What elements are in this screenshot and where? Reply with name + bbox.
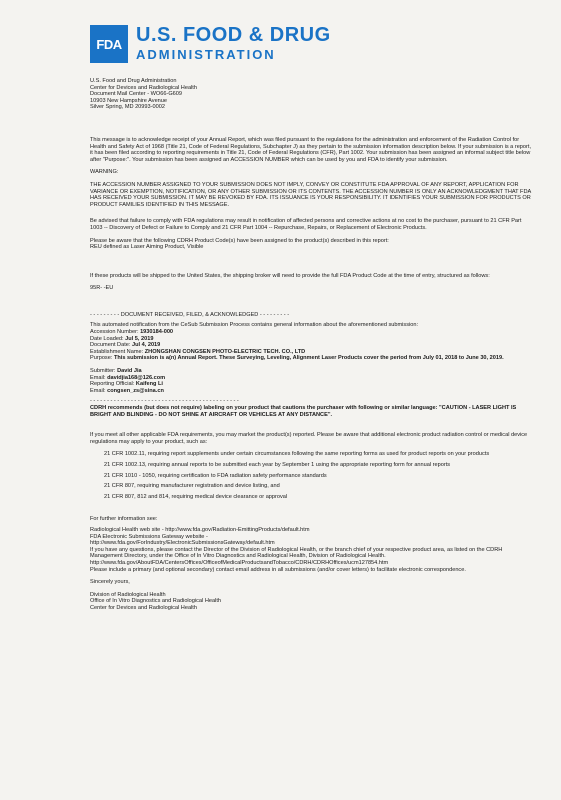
shipping-paragraph: If these products will be shipped to the United States, the shipping broker will need to provide the full FDA Product Code at the time of entry, structured as follows: xyxy=(90,272,490,279)
address-line: Document Mail Center - WO66-G609 xyxy=(90,91,183,98)
address-line: 10903 New Hampshire Avenue xyxy=(90,97,168,104)
field-purpose xyxy=(90,355,531,362)
further-info-label: For further information see: xyxy=(90,516,158,523)
fda-logo: FDA xyxy=(90,25,128,63)
contact-row xyxy=(90,368,531,375)
link-radiological-health: Radiological Health web site - http://www.fda.gov/Radiation-EmittingProducts/default.htm xyxy=(90,526,310,533)
signature-line: Office of In Vitro Diagnostics and Radiological Health xyxy=(90,598,222,605)
directory-url: http://www.fda.gov/AboutFDA/CentersOffices/OfficeofMedicalProductsandTobacco/CDRH/CDRHOffices/ucm127854.htm xyxy=(90,559,389,566)
address-line: Center for Devices and Radiological Health xyxy=(90,84,197,91)
contact-row xyxy=(90,381,531,388)
field-accession xyxy=(90,329,531,336)
questions-paragraph: If you have any questions, please contact the Director of the Division of Radiological Health, or the branch chief of your respective product area, as listed on the CDRH Management Directory, under the Office of In Vitro Diagnostics and Radiological Health, Division of Radiological Health. xyxy=(90,546,503,560)
field-establishment xyxy=(90,349,531,356)
field-value: This submission is a(n) Annual Report. These Surveying, Leveling, Alignment Laser Products cover the period from July 01, 2018 to June 30, 2019. xyxy=(113,355,504,362)
cfr-item: 21 CFR 1002.13, requiring annual reports to be submitted each year by September 1 using the appropriate reporting form for annual reports xyxy=(104,461,451,468)
address-line: Silver Spring, MD 20993-0002 xyxy=(90,104,165,111)
contact-value: davidjia168@126.com xyxy=(107,374,166,381)
contact-label: Submitter: xyxy=(90,368,116,375)
auto-notice: This automated notification from the CeSub Submission Process contains general information about the aforementioned submission: xyxy=(90,322,419,329)
field-value: Jul 5, 2019 xyxy=(125,335,154,342)
link-esg-url: http://www.fda.gov/ForIndustry/ElectronicSubmissionsGateway/default.htm xyxy=(90,540,275,547)
field-label: Purpose: xyxy=(90,355,113,362)
agency-name xyxy=(136,25,331,63)
product-code-format: 95R- -EU xyxy=(90,285,114,292)
contact-row xyxy=(90,375,531,382)
contact-label: Email: xyxy=(90,374,106,381)
divider: - - - - - - - - - - - - - - - - - - - - - - - - - - - - - - - - - - - - - - - - - - - - xyxy=(90,398,239,405)
cfr-item: 21 CFR 807, requiring manufacturer registration and device listing, and xyxy=(104,483,280,490)
closing: Sincerely yours, xyxy=(90,579,130,586)
field-value: ZHONGSHAN CONGSEN PHOTO-ELECTRIC TECH. CO., LTD xyxy=(144,348,306,355)
field-value: 1930184-000 xyxy=(140,329,174,336)
cfr-list xyxy=(104,451,531,500)
other-requirements: If you meet all other applicable FDA requirements, you may market the product(s) reported. Please be aware that additional electronic product radiation control or medical device regulations may apply to your product, such as: xyxy=(90,432,528,445)
mailing-address xyxy=(90,78,531,111)
contact-fields xyxy=(90,368,531,394)
signature-line: Center for Devices and Radiological Health xyxy=(90,604,197,611)
contact-row xyxy=(90,388,531,395)
field-value: Jul 4, 2019 xyxy=(131,342,161,349)
cfr-item: 21 CFR 1010 - 1050, requiring certification to FDA radiation safety performance standards xyxy=(104,472,327,479)
cfr-item: 21 CFR 807, 812 and 814, requiring medical device clearance or approval xyxy=(104,493,288,500)
contact-label: Email: xyxy=(90,387,106,394)
product-codes-intro: Please be aware that the following CDRH Product Code(s) have been assigned to the product(s) described in this report: xyxy=(90,237,389,244)
field-label: Document Date: xyxy=(90,342,131,349)
field-date-loaded xyxy=(90,336,531,343)
include-email-paragraph: Please include a primary (and optional secondary) contact email address in all submissions (and/or cover letters) to facilitate electronic correspondence. xyxy=(90,566,466,573)
advised-paragraph: Be advised that failure to comply with FDA regulations may result in notification of affected persons and corrective actions at no cost to the purchaser, pursuant to 21 CFR Part 1003 -- Discovery of Defect or Failure to Comply and 21 CFR Part 1004 -- Repurchase, Repairs, or Replacement of Electronic Products. xyxy=(90,218,522,231)
warning-text: THE ACCESSION NUMBER ASSIGNED TO YOUR SUBMISSION DOES NOT IMPLY, CONVEY OR CONSTITUTE FDA APPROVAL OF ANY REPORT, APPLICATION FOR VARIANCE OR EXEMPTION, NOTIFICATION, OR ANY OTHER SUBMISSION OR ITS CONTENTS. THE ACCESSION NUMBER IS ONLY AN ACKNOWLEDGMENT THAT FDA HAS RECEIVED YOUR SUBMISSION. IT MAY BE REVOKED BY FDA. ITS ISSUANCE IS YOUR RESPONSIBILITY. IT IDENTIFIES YOUR SUBMISSION FOR PRODUCTS OR PRODUCT FAMILIES IDENTIFIED IN THIS MESSAGE. xyxy=(90,181,531,208)
field-label: Date Loaded: xyxy=(90,335,124,342)
agency-line-2: ADMINISTRATION xyxy=(136,47,276,62)
link-esg-label: FDA Electronic Submissions Gateway website - xyxy=(90,533,208,540)
links xyxy=(90,527,531,547)
contact-value: Kaifeng Li xyxy=(135,381,163,388)
contact-label: Reporting Official: xyxy=(90,381,135,388)
cfr-item: 21 CFR 1002.11, requiring report supplements under certain circumstances following the same reporting forms as used for product reports on your products xyxy=(104,451,490,458)
field-label: Accession Number: xyxy=(90,329,139,336)
submission-fields xyxy=(90,329,531,362)
received-banner: - - - - - - - - - DOCUMENT RECEIVED, FILED, & ACKNOWLEDGED - - - - - - - - - xyxy=(90,311,290,318)
caution-paragraph: CDRH recommends (but does not require) labeling on your product that cautions the purchaser with following or similar language: "CAUTION - LASER LIGHT IS BRIGHT AND BLINDING - DO NOT SHINE AT AIRCRAFT OR VEHICLES AT ANY DISTANCE". xyxy=(90,405,517,418)
field-document-date xyxy=(90,342,531,349)
product-codes-value: REU defined as Laser Aiming Product, Visible xyxy=(90,244,204,251)
agency-line-1: U.S. FOOD & DRUG xyxy=(136,24,331,46)
contact-value: David Jia xyxy=(117,368,142,375)
fda-header xyxy=(90,22,531,66)
warning-label: WARNING: xyxy=(90,169,119,176)
signature-line: Division of Radiological Health xyxy=(90,591,166,598)
intro-paragraph: This message is to acknowledge receipt of your Annual Report, which was filed pursuant to the regulations for the administration and enforcement of the Radiation Control for Health and Safety Act of 1968 (Title 21, Code of Federal Regulations, Subchapter J) as they pertain to the submission information description below. If your submission is a report, it has been filed according to reporting requirements in Title 21, Code of Federal Regulations (CFR), Part 1002. Your submission has been assigned an informal subject title below after "Purpose:". Your submission has been assigned an ACCESSION NUMBER which can be used by you and FDA to identify your submission. xyxy=(90,136,532,163)
address-line: U.S. Food and Drug Administration xyxy=(90,78,177,84)
signature-block xyxy=(90,592,531,612)
contact-value: congsen_zs@sina.cn xyxy=(107,387,164,394)
field-label: Establishment Name: xyxy=(90,348,144,355)
